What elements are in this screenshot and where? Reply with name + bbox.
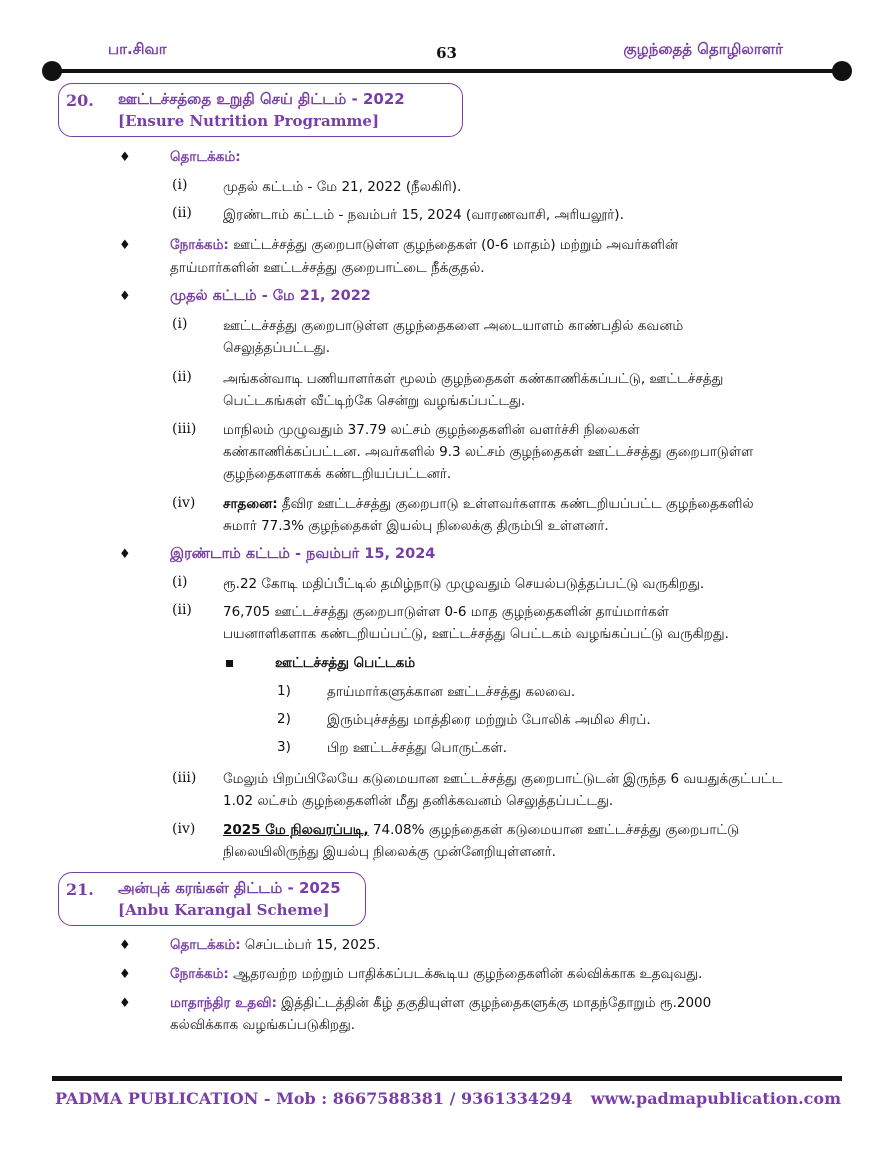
bullet-21-start: ♦ bbox=[119, 938, 131, 953]
phase1-iv-text-1: தீவிர ஊட்டச்சத்து குறைபாடு உள்ளவர்களாக கண்டறியப்பட்ட குழந்தைகளில் bbox=[277, 496, 754, 512]
footer-publisher: PADMA PUBLICATION - Mob : 8667588381 / 9361334294 bbox=[55, 1089, 573, 1108]
phase1-label: முதல் கட்டம் - மே 21, 2022 bbox=[170, 288, 371, 304]
kit-label: ஊட்டச்சத்து பெட்டகம் bbox=[275, 655, 416, 671]
start-item-1: முதல் கட்டம் - மே 21, 2022 (நீலகிரி). bbox=[223, 179, 462, 195]
s21-start-label: தொடக்கம்: bbox=[170, 937, 241, 953]
section-21-subtitle: [Anbu Karangal Scheme] bbox=[118, 901, 330, 919]
phase1-i-line-1: ஊட்டச்சத்து குறைபாடுள்ள குழந்தைகளை அடையாளம் காண்பதில் கவனம் bbox=[223, 318, 684, 334]
phase1-iii-line-3: குழந்தைகளாகக் கண்டறியப்பட்டனர். bbox=[223, 466, 452, 482]
header-rule bbox=[52, 69, 842, 73]
aim-text-1: ஊட்டச்சத்து குறைபாடுள்ள குழந்தைகள் (0-6 மாதம்) மற்றும் அவர்களின் bbox=[233, 237, 679, 253]
phase1-ii-line-2: பெட்டகங்கள் வீட்டிற்கே சென்று வழங்கப்பட்டது. bbox=[223, 393, 526, 409]
phase1-roman-ii: (ii) bbox=[172, 369, 192, 385]
kit-item-3: பிற ஊட்டச்சத்து பொருட்கள். bbox=[327, 740, 507, 756]
phase2-i-line-1: ரூ.22 கோடி மதிப்பீட்டில் தமிழ்நாடு முழுவதும் செயல்படுத்தப்பட்டு வருகிறது. bbox=[223, 576, 705, 592]
status-2025-label: 2025 மே நிலவரப்படி, bbox=[223, 822, 369, 838]
page-number: 63 bbox=[436, 44, 457, 62]
bullet-21-monthly: ♦ bbox=[119, 996, 131, 1011]
phase1-iii-line-1: மாநிலம் முழுவதும் 37.79 லட்சம் குழந்தைகளின் வளர்ச்சி நிலைகள் bbox=[223, 422, 640, 438]
aim-line-2: தாய்மார்களின் ஊட்டச்சத்து குறைபாட்டை நீக்குதல். bbox=[170, 260, 485, 276]
start-item-2: இரண்டாம் கட்டம் - நவம்பர் 15, 2024 (வாரணவாசி, அரியலூர்). bbox=[223, 207, 624, 223]
phase2-ii-line-1: 76,705 ஊட்டச்சத்து குறைபாடுள்ள 0-6 மாத குழந்தைகளின் தாய்மார்கள் bbox=[223, 604, 669, 620]
phase1-iii-line-2: கண்காணிக்கப்பட்டன. அவர்களில் 9.3 லட்சம் குழந்தைகள் ஊட்டச்சத்து குறைபாடுள்ள bbox=[223, 444, 754, 460]
phase2-label: இரண்டாம் கட்டம் - நவம்பர் 15, 2024 bbox=[170, 546, 436, 562]
phase2-iv-line-1 bbox=[223, 821, 739, 839]
s21-start-line bbox=[170, 936, 380, 954]
kit-num-1: 1) bbox=[277, 683, 291, 699]
start-label: தொடக்கம்: bbox=[170, 149, 241, 165]
start-roman-1: (i) bbox=[172, 177, 188, 193]
bullet-phase2: ♦ bbox=[119, 547, 131, 562]
section-21-number: 21. bbox=[66, 880, 94, 899]
phase1-roman-iv: (iv) bbox=[172, 495, 196, 511]
achievement-label: சாதனை: bbox=[223, 496, 278, 512]
s21-monthly-label: மாதாந்திர உதவி: bbox=[170, 995, 277, 1011]
footer-rule bbox=[52, 1076, 842, 1081]
kit-item-2: இரும்புச்சத்து மாத்திரை மற்றும் போலிக் அமில சிரப். bbox=[327, 712, 651, 728]
phase2-roman-i: (i) bbox=[172, 574, 188, 590]
header-rule-dot-right bbox=[832, 61, 852, 81]
aim-label: நோக்கம்: bbox=[170, 237, 229, 253]
footer-website: www.padmapublication.com bbox=[590, 1089, 841, 1108]
header-author: பா.சிவா bbox=[108, 40, 167, 58]
section-21-title: அன்புக் கரங்கள் திட்டம் - 2025 bbox=[118, 879, 341, 897]
s21-monthly-line-1 bbox=[170, 994, 711, 1012]
phase1-roman-i: (i) bbox=[172, 316, 188, 332]
phase1-ii-line-1: அங்கன்வாடி பணியாளர்கள் மூலம் குழந்தைகள் கண்காணிக்கப்பட்டு, ஊட்டச்சத்து bbox=[223, 371, 724, 387]
s21-start-text: செப்டம்பர் 15, 2025. bbox=[240, 937, 381, 953]
phase2-roman-ii: (ii) bbox=[172, 602, 192, 618]
kit-num-2: 2) bbox=[277, 711, 291, 727]
phase2-iv-text-1: 74.08% குழந்தைகள் கடுமையான ஊட்டச்சத்து குறைபாட்டு bbox=[368, 822, 740, 838]
s21-aim-label: நோக்கம்: bbox=[170, 966, 229, 982]
section-20-subtitle: [Ensure Nutrition Programme] bbox=[118, 112, 380, 130]
phase2-iv-line-2: நிலையிலிருந்து இயல்பு நிலைக்கு முன்னேறியுள்ளனர். bbox=[223, 844, 556, 860]
bullet-21-aim: ♦ bbox=[119, 967, 131, 982]
aim-line-1 bbox=[170, 236, 678, 254]
bullet-start: ♦ bbox=[119, 150, 131, 165]
bullet-phase1: ♦ bbox=[119, 289, 131, 304]
phase1-i-line-2: செலுத்தப்பட்டது. bbox=[223, 340, 331, 356]
s21-aim-text: ஆதரவற்ற மற்றும் பாதிக்கப்படக்கூடிய குழந்தைகளின் கல்விக்காக உதவுவது. bbox=[228, 966, 703, 982]
section-20-number: 20. bbox=[66, 91, 94, 110]
phase2-roman-iv: (iv) bbox=[172, 821, 196, 837]
kit-num-3: 3) bbox=[277, 739, 291, 755]
phase2-ii-line-2: பயனாளிகளாக கண்டறியப்பட்டு, ஊட்டச்சத்து பெட்டகம் வழங்கப்பட்டு வருகிறது. bbox=[223, 626, 729, 642]
phase1-roman-iii: (iii) bbox=[172, 421, 197, 437]
kit-item-1: தாய்மார்களுக்கான ஊட்டச்சத்து கலவை. bbox=[327, 684, 576, 700]
s21-monthly-text-1: இத்திட்டத்தின் கீழ் தகுதியுள்ள குழந்தைகளுக்கு மாதந்தோறும் ரூ.2000 bbox=[276, 995, 712, 1011]
bullet-aim: ♦ bbox=[119, 238, 131, 253]
phase2-roman-iii: (iii) bbox=[172, 770, 197, 786]
s21-monthly-line-2: கல்விக்காக வழங்கப்படுகிறது. bbox=[170, 1017, 356, 1033]
section-20-title: ஊட்டச்சத்தை உறுதி செய் திட்டம் - 2022 bbox=[118, 90, 405, 108]
kit-square-bullet bbox=[226, 660, 233, 667]
phase2-iii-line-2: 1.02 லட்சம் குழந்தைகளின் மீது தனிக்கவனம் செலுத்தப்பட்டது. bbox=[223, 793, 614, 809]
phase1-iv-line-2: சுமார் 77.3% குழந்தைகள் இயல்பு நிலைக்கு திரும்பி உள்ளனர். bbox=[223, 518, 609, 534]
phase1-iv-line-1 bbox=[223, 495, 754, 513]
phase2-iii-line-1: மேலும் பிறப்பிலேயே கடுமையான ஊட்டச்சத்து குறைபாட்டுடன் இருந்த 6 வயதுக்குட்பட்ட bbox=[223, 771, 783, 787]
header-book-title: குழந்தைத் தொழிலாளர் bbox=[623, 40, 783, 58]
s21-aim-line bbox=[170, 965, 702, 983]
start-roman-2: (ii) bbox=[172, 205, 192, 221]
